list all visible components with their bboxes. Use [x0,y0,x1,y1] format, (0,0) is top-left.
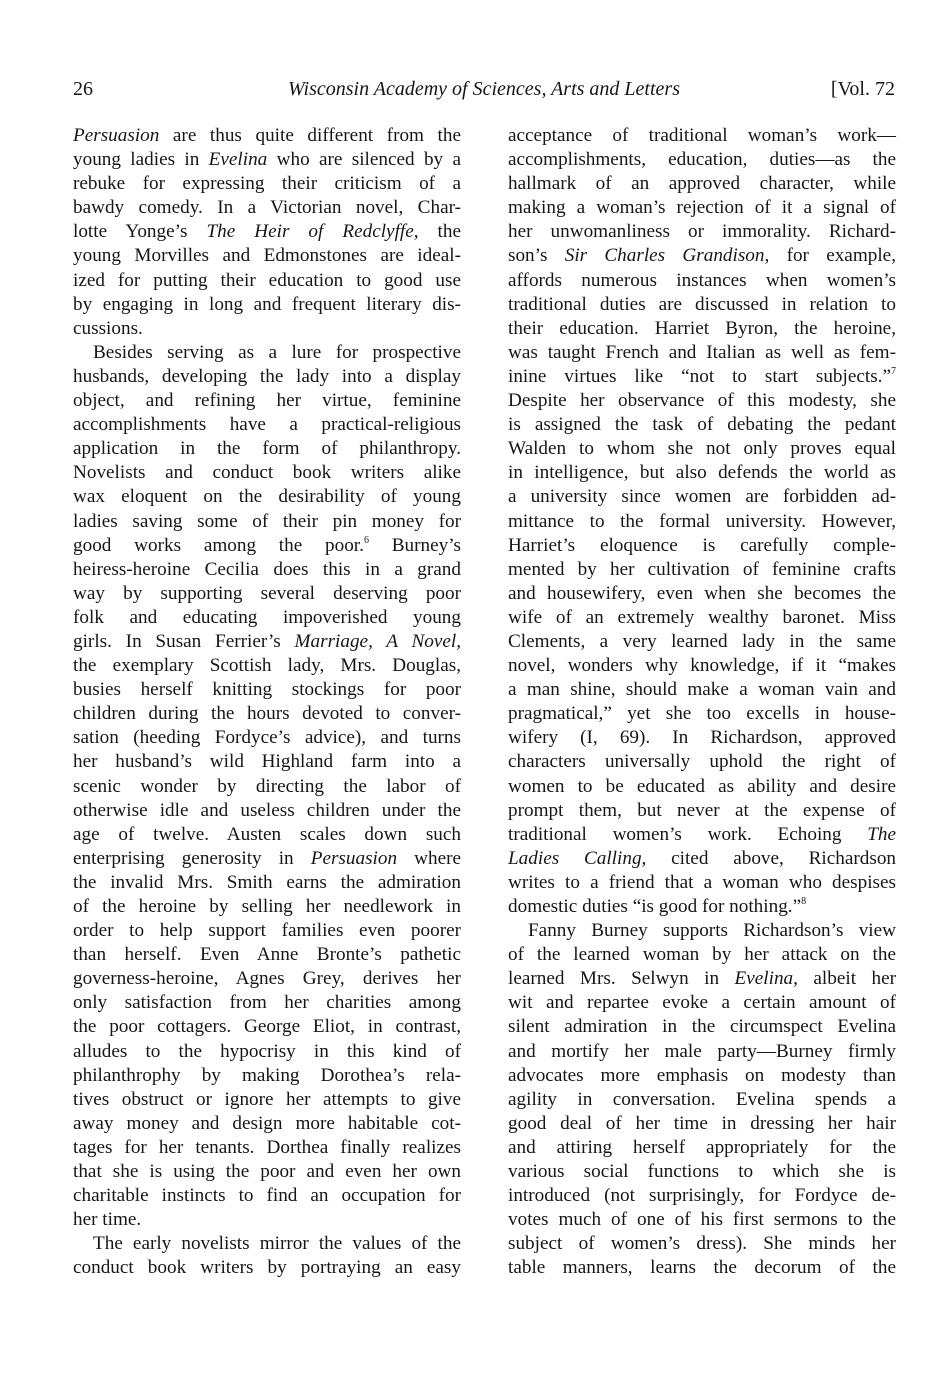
text-run: wifery (I, 69). In Richardson, approved [508,727,896,749]
text-run: of the learned woman by her attack on the [508,944,896,966]
text-run: silent admiration in the circumspect Evelina [508,1016,896,1038]
text-run: The early novelists mirror the values of the [93,1233,461,1255]
text-run: is assigned the task of debating the pedant [508,414,896,436]
text-line [73,1040,461,1064]
italic-title: Persuasion [310,847,398,869]
text-run: mented by her cultivation of feminine crafts [508,558,896,580]
text-line [508,726,896,750]
text-run: heiress-heroine Cecilia does this in a grand [73,558,461,580]
text-line [73,1256,461,1280]
text-run: cited above, Richardson [646,847,897,869]
text-line [508,895,896,919]
text-run: pragmatical,” yet she too excells in house- [508,703,896,725]
text-run: various social functions to which she is [508,1161,896,1183]
text-run: agility in conversation. Evelina spends a [508,1088,896,1110]
text-line [508,389,896,413]
text-line [508,1064,896,1088]
text-line [73,293,461,317]
text-line [73,196,461,220]
text-run: women to be educated as ability and desire [508,775,896,797]
text-line [508,558,896,582]
text-run: by engaging in long and frequent literary dis- [73,293,461,315]
text-run: where [397,847,462,869]
text-run: rebuke for expressing their criticism of a [73,173,461,195]
text-line [73,1088,461,1112]
text-line [508,293,896,317]
text-line [508,196,896,220]
text-line [508,124,896,148]
text-run: the invalid Mrs. Smith earns the admiration [73,871,461,893]
text-run: advocates more emphasis on modesty than [508,1064,896,1086]
italic-title: Evelina, [734,968,798,990]
text-run: folk and educating impoverished young [73,606,461,628]
text-run: accomplishments, education, duties—as the [508,149,896,171]
text-line [508,582,896,606]
text-line [73,654,461,678]
italic-title: The Heir of Redclyffe, [206,221,419,243]
text-line [73,437,461,461]
text-line [508,702,896,726]
text-line [508,317,896,341]
text-line [73,1184,461,1208]
text-line [508,1088,896,1112]
text-run: son’s [508,245,565,267]
text-run: Besides serving as a lure for prospective [93,341,461,363]
text-line [508,413,896,437]
text-run: Walden to whom she not only proves equal [508,438,896,460]
text-run: application in the form of philanthropy. [73,438,461,460]
text-run: enterprising generosity in [73,847,311,869]
text-run: acceptance of traditional woman’s work— [508,125,896,146]
text-run: traditional women’s work. Echoing [508,823,868,845]
text-line [508,365,896,389]
text-run: in intelligence, but also defends the world as [508,462,896,484]
text-run: and mortify her male party—Burney firmly [508,1040,896,1062]
italic-title: Evelina [208,149,268,171]
text-run: Burney’s [368,534,461,556]
text-line [73,389,461,413]
text-run: good works among the poor. [73,534,364,556]
text-line [73,1208,461,1232]
text-line [508,244,896,268]
left-text-column [73,124,461,1281]
text-line [73,413,461,437]
text-run: learned Mrs. Selwyn in [508,968,735,990]
text-run: girls. In Susan Ferrier’s [73,630,295,652]
text-line [73,678,461,702]
text-run: age of twelve. Austen scales down such [73,823,461,845]
text-line [508,750,896,774]
text-line [508,1015,896,1039]
text-line [508,678,896,702]
text-run: Harriet’s eloquence is carefully comple- [508,534,896,556]
text-line [73,630,461,654]
text-run: sation (heeding Fordyce’s advice), and turns [73,727,461,749]
text-run: Clements, a very learned lady in the same [508,630,896,652]
text-line [73,726,461,750]
text-line [73,1160,461,1184]
text-run: her husband’s wild Highland farm into a [73,751,461,773]
text-line [508,1256,896,1280]
text-run: good deal of her time in dressing her hair [508,1112,896,1134]
text-run: children during the hours devoted to conver- [73,703,461,725]
text-run: for example, [769,245,896,267]
text-line [508,1208,896,1232]
italic-title: Sir Charles Grandison, [564,245,770,267]
text-line [73,148,461,172]
text-line [73,775,461,799]
text-run: prompt them, but never at the expense of [508,799,896,821]
text-line [73,799,461,823]
text-run: otherwise idle and useless children under the [73,799,461,821]
text-run: table manners, learns the decorum of the [508,1257,896,1279]
italic-title: Persuasion [73,125,160,146]
text-run: the exemplary Scottish lady, Mrs. Douglas, [73,655,461,677]
text-line [73,220,461,244]
text-run: philanthrophy by making Dorothea’s rela- [73,1064,461,1086]
text-line [73,558,461,582]
italic-title: Ladies Calling, [508,847,647,869]
text-run: wax eloquent on the desirability of young [73,486,461,508]
page-number: 26 [73,78,93,100]
text-run: and attiring herself appropriately for the [508,1136,896,1158]
text-run: lotte Yonge’s [73,221,207,243]
italic-title: The [867,823,896,845]
text-line [508,485,896,509]
text-line [508,1232,896,1256]
text-run: than herself. Even Anne Bronte’s pathetic [73,944,461,966]
text-run: order to help support families even poorer [73,920,461,942]
text-run: making a woman’s rejection of it a signal of [508,197,896,219]
text-run: tives obstruct or ignore her attempts to give [73,1088,461,1110]
text-run: governess-heroine, Agnes Grey, derives her [73,968,461,990]
volume-label: [Vol. 72 [830,78,895,100]
text-run: Novelists and conduct book writers alike [73,462,461,484]
text-line [73,702,461,726]
text-line [73,1015,461,1039]
text-run: young Morvilles and Edmonstones are ideal- [73,245,461,267]
text-line [73,582,461,606]
text-run: cussions. [73,317,143,339]
text-line [508,1112,896,1136]
text-line [73,461,461,485]
footnote-ref: 7 [891,365,896,377]
text-line [508,991,896,1015]
text-line [508,1136,896,1160]
text-run: of the heroine by selling her needlework in [73,896,461,917]
text-run: her time. [73,1209,142,1231]
text-run: husbands, developing the lady into a display [73,365,461,387]
text-line [508,1040,896,1064]
text-line [73,823,461,847]
footnote-ref: 6 [363,534,369,546]
text-run: her unwomanliness or immorality. Richard- [508,221,896,243]
text-run: only satisfaction from her charities among [73,992,461,1014]
text-line [508,823,896,847]
text-run: wit and repartee evoke a certain amount of [508,992,896,1014]
text-run: away money and design more habitable cot- [73,1112,461,1134]
text-line [73,1232,461,1256]
text-run: way by supporting several deserving poor [73,582,461,604]
text-run: mittance to the formal university. However, [508,510,896,532]
text-run: introduced (not surprisingly, for Fordyce de- [508,1185,896,1207]
text-run: domestic duties “is good for nothing.” [508,896,802,917]
text-line [73,895,461,919]
text-line [73,750,461,774]
text-run: was taught French and Italian as well as fem- [508,341,896,363]
text-line [508,341,896,365]
text-line [73,871,461,895]
text-run: scenic wonder by directing the labor of [73,775,461,797]
text-line [73,269,461,293]
journal-title: Wisconsin Academy of Sciences, Arts and Letters [288,78,680,100]
text-line [508,919,896,943]
text-line [508,461,896,485]
text-line [508,847,896,871]
text-line [73,534,461,558]
text-line [73,341,461,365]
italic-title: Marriage, A Novel, [294,630,461,652]
text-run: the poor cottagers. George Eliot, in contrast, [73,1016,461,1038]
text-run: ladies saving some of their pin money for [73,510,461,532]
text-line [73,991,461,1015]
text-line [508,172,896,196]
text-run: their education. Harriet Byron, the heroine, [508,317,896,339]
text-run: are thus quite different from the [159,125,461,146]
text-run: a university since women are forbidden ad- [508,486,896,508]
text-line [508,943,896,967]
text-run: object, and refining her virtue, feminine [73,390,461,412]
text-line [508,654,896,678]
text-line [73,919,461,943]
text-line [73,1136,461,1160]
text-run: that she is using the poor and even her own [73,1161,461,1183]
text-run: writes to a friend that a woman who despises [508,871,896,893]
text-line [508,967,896,991]
right-text-column [508,124,896,1281]
text-line [73,1064,461,1088]
text-run: hallmark of an approved character, while [508,173,896,195]
text-line [508,534,896,558]
text-line [73,317,461,341]
text-run: albeit her [797,968,896,990]
text-line [73,967,461,991]
text-line [508,269,896,293]
text-run: accomplishments have a practical-religious [73,414,461,436]
text-run: Despite her observance of this modesty, she [508,390,896,412]
text-line [73,943,461,967]
text-run: alludes to the hypocrisy in this kind of [73,1040,461,1062]
text-line [73,124,461,148]
text-line [508,1184,896,1208]
text-run: novel, wonders why knowledge, if it “makes [508,655,896,677]
text-line [73,510,461,534]
text-run: affords numerous instances when women’s [508,269,896,291]
text-line [73,244,461,268]
text-run: a man shine, should make a woman vain and [508,679,896,701]
text-run: characters universally uphold the right of [508,751,896,773]
text-run: inine virtues like “not to start subjects.” [508,365,891,387]
text-run: busies herself knitting stockings for poor [73,679,461,701]
running-header [73,76,895,102]
text-run: young ladies in [73,149,209,171]
text-line [508,510,896,534]
text-line [73,1112,461,1136]
text-run: tages for her tenants. Dorthea finally realizes [73,1136,461,1158]
text-line [508,871,896,895]
text-run: and housewifery, even when she becomes the [508,582,896,604]
text-run: conduct book writers by portraying an easy [73,1257,461,1279]
text-run: the [418,221,462,243]
text-run: Fanny Burney supports Richardson’s view [528,920,896,942]
text-line [73,606,461,630]
text-line [73,847,461,871]
text-run: bawdy comedy. In a Victorian novel, Char- [73,197,461,219]
text-line [508,148,896,172]
footnote-ref: 8 [801,896,807,907]
text-line [73,365,461,389]
text-line [508,630,896,654]
text-run: traditional duties are discussed in relation to [508,293,896,315]
text-run: votes much of one of his first sermons to the [508,1209,896,1231]
text-run: ized for putting their education to good use [73,269,461,291]
text-run: wife of an extremely wealthy baronet. Miss [508,606,896,628]
text-line [508,606,896,630]
text-line [508,1160,896,1184]
text-run: subject of women’s dress). She minds her [508,1233,896,1255]
text-run: who are silenced by a [267,149,461,171]
text-line [508,437,896,461]
text-line [73,172,461,196]
text-line [508,775,896,799]
text-run: charitable instincts to find an occupation for [73,1185,461,1207]
text-line [508,799,896,823]
text-line [73,485,461,509]
text-line [508,220,896,244]
